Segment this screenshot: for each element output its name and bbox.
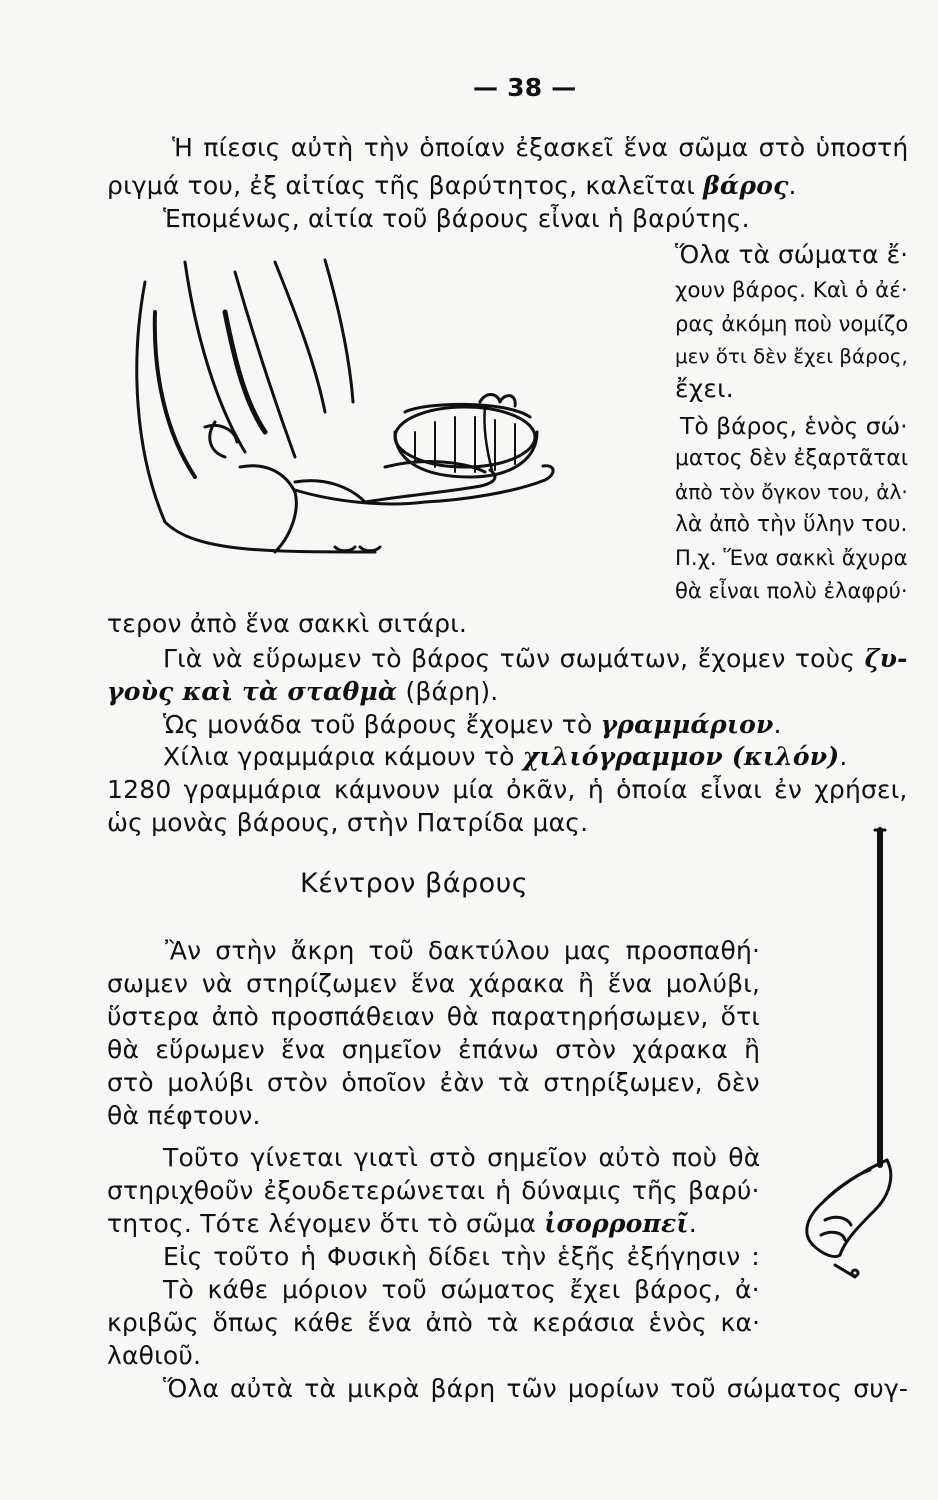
text-line [107, 1340, 201, 1372]
text-span: Ὡς μονάδα τοῦ βάρους ἔχομεν τὸ [163, 710, 601, 739]
text-span: ἀπὸ τὸν ὄγκον του, ἀλ· [675, 480, 908, 504]
text-span: χουν βάρος. Καὶ ὁ ἀέ· [675, 278, 908, 303]
text-span: στὸ μολύβι στὸν ὁποῖον ἐὰν τὰ στηρίξωμεν, δὲν [107, 1068, 760, 1097]
text-line [680, 410, 908, 442]
text-span: Τὸ βάρος, ἑνὸς σώ· [680, 412, 908, 440]
text-line [163, 1142, 760, 1174]
text-span: Π.χ. Ἕνα σακκὶ ἄχυρα [675, 545, 908, 570]
text-span: Ὅλα τὰ σώματα ἔ· [675, 240, 909, 269]
section-heading [300, 868, 528, 900]
text-span: Ὅλα αὐτὰ τὰ μικρὰ βάρη τῶν μορίων τοῦ σώματος συγ- [163, 1374, 909, 1403]
text-span: τητος. Τότε λέγομεν ὅτι τὸ σῶμα [107, 1209, 545, 1238]
text-span: λὰ ἀπὸ τὴν ὕλην του. [675, 512, 908, 537]
text-span: θὰ εἶναι πολὺ ἐλαφρύ· [675, 578, 908, 603]
text-span: ρας ἀκόμη ποὺ νομίζο [675, 311, 909, 336]
text-line [107, 774, 908, 806]
text-span: στηριχθοῦν ἐξουδετερώνεται ἡ δύναμις τῆς βαρύ· [107, 1176, 760, 1205]
text-line [675, 509, 907, 541]
text-line [163, 1373, 908, 1405]
text-line [163, 1241, 760, 1273]
text-line [675, 373, 734, 405]
text-span: Τὸ κάθε μόριον τοῦ σώματος ἔχει βάρος, ἀ· [163, 1275, 760, 1304]
text-span: ριγμά του, ἐξ αἰτίας τῆς βαρύτητος, καλεῖται [107, 171, 704, 200]
text-line [163, 1274, 760, 1306]
text-line [675, 542, 908, 574]
text-line [675, 575, 908, 607]
text-span: ὡς μονὰς βάρους, στὴν Πατρίδα μας. [107, 808, 589, 837]
text-span: σωμεν νὰ στηρίζωμεν ἕνα χάρακα ἢ ἕνα μολύβι, [107, 969, 761, 998]
text-line [675, 476, 908, 508]
text-span: 1280 γραμμάρια κάμνουν μία ὀκᾶν, ἡ ὁποία εἶναι ἐν χρήσει, [107, 775, 908, 804]
text-line [107, 170, 797, 202]
text-span: Κέντρον βάρους [300, 868, 529, 899]
text-line [163, 709, 782, 741]
text-span: θὰ πέφτουν. [107, 1101, 261, 1130]
hand-holding-bread-illustration [125, 252, 585, 572]
text-span: Ἂν στὴν ἄκρη τοῦ δακτύλου μας προσπαθή· [165, 936, 761, 965]
text-line [107, 608, 467, 640]
text-line [107, 1001, 760, 1033]
text-line [163, 643, 908, 675]
emphasized-text: χιλιόγραμμον (κιλόν) [522, 742, 840, 771]
text-span: Ἑπομένως, αἰτία τοῦ βάρους εἶναι ἡ βαρύτης. [163, 204, 750, 233]
text-line [675, 443, 908, 475]
text-line [163, 741, 847, 773]
text-line [163, 203, 750, 235]
text-line [165, 935, 760, 967]
text-line [107, 1307, 760, 1339]
emphasized-text: ἰσορροπεῖ [544, 1209, 689, 1238]
emphasized-text: βάρος [703, 171, 789, 200]
page-number: — 38 — [473, 73, 577, 102]
text-line [107, 1100, 261, 1132]
text-span: τερον ἀπὸ ἕνα σακκὶ σιτάρι. [107, 609, 468, 638]
text-line [675, 308, 908, 340]
text-span: ἔχει. [675, 374, 734, 403]
emphasized-text: γραμμάριον [600, 710, 774, 739]
text-span: κριβῶς ὅπως κάθε ἕνα ἀπὸ τὰ κεράσια ἑνὸς κα· [107, 1308, 761, 1337]
text-span: ὕστερα ἀπὸ προσπάθειαν θὰ παρατηρήσωμεν, ὅτι [107, 1002, 761, 1031]
text-line [107, 968, 760, 1000]
text-span: . [788, 171, 797, 200]
text-span: . [688, 1209, 697, 1238]
text-span: μεν ὅτι δὲν ἔχει βάρος, [675, 345, 908, 368]
text-span: Τοῦτο γίνεται γιατὶ στὸ σημεῖον αὐτὸ ποὺ θὰ [163, 1143, 761, 1172]
text-line [107, 1175, 760, 1207]
text-line [107, 676, 498, 708]
emphasized-text: γοὺς καὶ τὰ σταθμὰ [107, 677, 398, 706]
text-line [107, 1034, 760, 1066]
text-line [172, 132, 908, 164]
text-line [107, 1067, 760, 1099]
text-line [107, 1208, 697, 1240]
emphasized-text: ζυ- [864, 644, 908, 673]
text-span: Ἡ πίεσις αὐτὴ τὴν ὁποίαν ἐξασκεῖ ἕνα σῶμα στὸ ὑποστή [172, 133, 909, 162]
text-span: Εἰς τοῦτο ἡ Φυσικὴ δίδει τὴν ἑξῆς ἐξήγησιν : [163, 1242, 760, 1271]
text-span: . [773, 710, 782, 739]
text-span: Γιὰ νὰ εὕρωμεν τὸ βάρος τῶν σωμάτων, ἔχομεν τοὺς [163, 644, 865, 673]
text-span: ματος δὲν ἐξαρτᾶται [675, 446, 909, 471]
text-span: . [839, 742, 848, 771]
text-span: λαθιοῦ. [107, 1341, 202, 1370]
text-line [675, 275, 908, 307]
pencil-balanced-on-finger-illustration [795, 825, 915, 1285]
text-span: (βάρη). [397, 677, 499, 706]
text-line [675, 341, 908, 373]
text-line [107, 807, 588, 839]
text-span: Χίλια γραμμάρια κάμουν τὸ [163, 742, 523, 771]
text-span: θὰ εὕρωμεν ἕνα σημεῖον ἐπάνω στὸν χάρακα ἢ [107, 1035, 761, 1064]
text-line [675, 239, 908, 271]
